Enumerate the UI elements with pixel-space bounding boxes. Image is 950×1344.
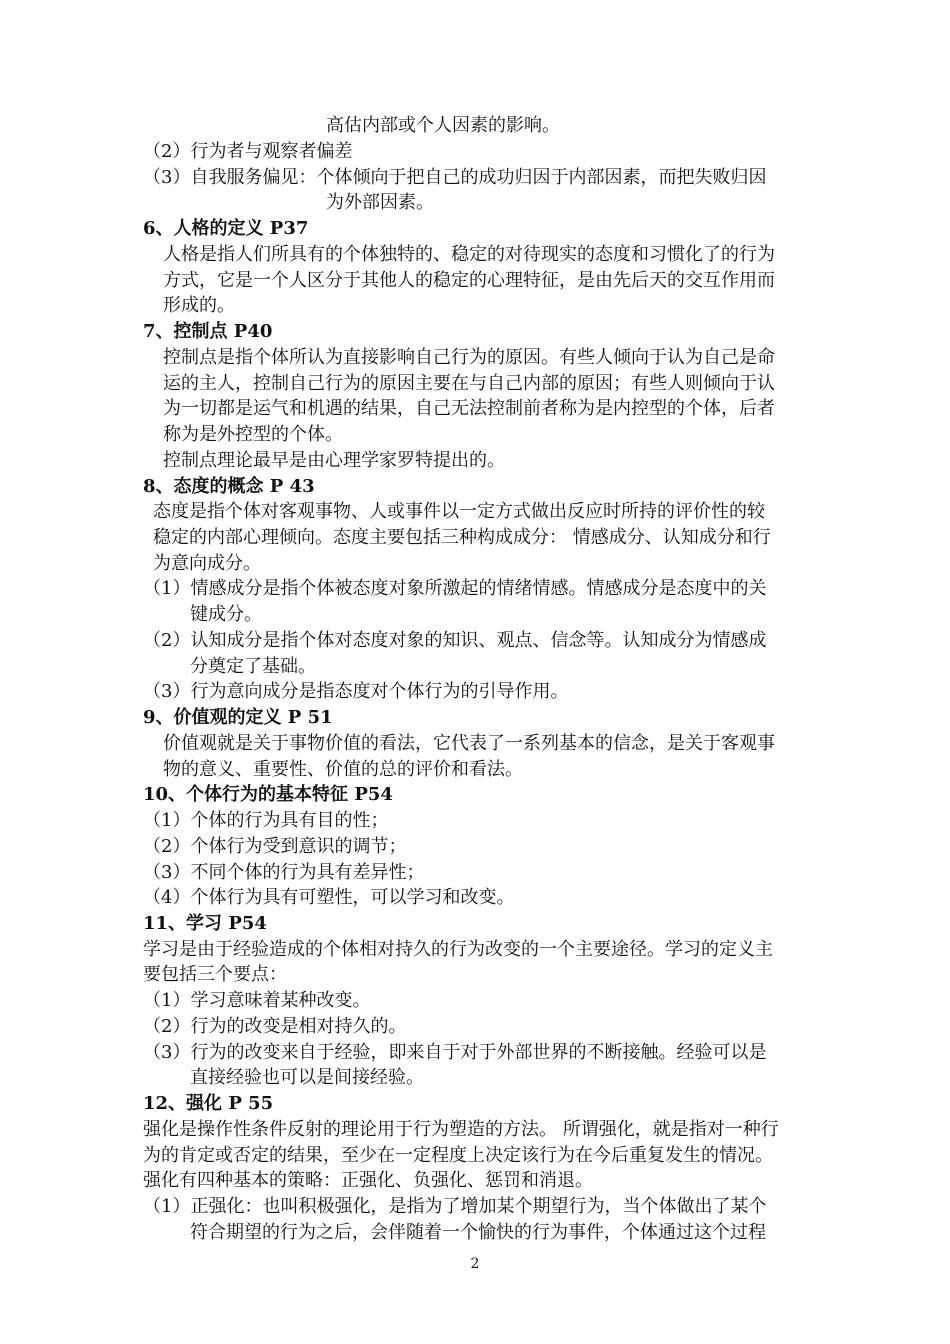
text-line: （4）个体行为具有可塑性，可以学习和改变。 (143, 887, 515, 908)
text-line: 控制点是指个体所认为直接影响自己行为的原因。有些人倾向于认为自己是命 (163, 347, 775, 368)
text-line: （1）情感成分是指个体被态度对象所激起的情绪情感。情感成分是态度中的关 (143, 578, 767, 599)
text-line: （3）行为的改变来自于经验，即来自于对于外部世界的不断接触。经验可以是 (143, 1042, 767, 1063)
text-line: 学习是由于经验造成的个体相对持久的行为改变的一个主要途径。学习的定义主 (143, 939, 773, 960)
text-line: 运的主人，控制自己行为的原因主要在与自己内部的原因；有些人则倾向于认 (163, 373, 775, 394)
text-line: （3）行为意向成分是指态度对个体行为的引导作用。 (143, 681, 569, 702)
text-line: （3）不同个体的行为具有差异性； (143, 862, 425, 883)
text-line: （1）个体的行为具有目的性； (143, 810, 389, 831)
text-line: 为外部因素。 (326, 192, 434, 213)
text-line: 人格是指人们所具有的个体独特的、稳定的对待现实的态度和习惯化了的行为 (163, 244, 775, 265)
text-line: （3）自我服务偏见：个体倾向于把自己的成功归因于内部因素，而把失败归因 (143, 167, 767, 188)
text-line: 强化有四种基本的策略：正强化、负强化、惩罚和消退。 (143, 1170, 593, 1191)
text-line: （1）正强化：也叫积极强化，是指为了增加某个期望行为，当个体做出了某个 (143, 1196, 767, 1217)
text-line: 物的意义、重要性、价值的总的评价和看法。 (163, 759, 523, 780)
text-line: （2）认知成分是指个体对态度对象的知识、观点、信念等。认知成分为情感成 (143, 630, 767, 651)
text-line: 为意向成分。 (153, 553, 261, 574)
section-heading: 8、态度的概念 P 43 (143, 476, 315, 497)
text-line: 高估内部或个人因素的影响。 (326, 115, 560, 136)
text-line: 直接经验也可以是间接经验。 (190, 1067, 424, 1088)
section-heading: 7、控制点 P40 (143, 321, 273, 342)
text-line: 形成的。 (163, 295, 235, 316)
text-line: 为一切都是运气和机遇的结果，自己无法控制前者称为是内控型的个体，后者 (163, 398, 775, 419)
page-number: 2 (470, 1256, 480, 1272)
text-line: 符合期望的行为之后，会伴随着一个愉快的行为事件，个体通过这个过程 (190, 1222, 766, 1243)
text-line: 方式，它是一个人区分于其他人的稳定的心理特征，是由先后天的交互作用而 (163, 270, 775, 291)
text-line: 强化是操作性条件反射的理论用于行为塑造的方法。 所谓强化，就是指对一种行 (143, 1119, 779, 1140)
text-line: 稳定的内部心理倾向。态度主要包括三种构成成分： 情感成分、认知成分和行 (153, 527, 771, 548)
text-line: （2）个体行为受到意识的调节； (143, 836, 407, 857)
text-line: （2）行为的改变是相对持久的。 (143, 1016, 407, 1037)
section-heading: 6、人格的定义 P37 (143, 218, 309, 239)
text-line: 要包括三个要点： (143, 964, 287, 985)
section-heading: 10、个体行为的基本特征 P54 (143, 784, 393, 805)
text-line: 为的肯定或否定的结果，至少在一定程度上决定该行为在今后重复发生的情况。 (143, 1145, 773, 1166)
text-line: 态度是指个体对客观事物、人或事件以一定方式做出反应时所持的评价性的较 (153, 501, 765, 522)
text-line: （2）行为者与观察者偏差 (143, 141, 353, 162)
section-heading: 11、学习 P54 (143, 913, 267, 934)
text-line: 价值观就是关于事物价值的看法，它代表了一系列基本的信念，是关于客观事 (163, 733, 775, 754)
text-line: （1）学习意味着某种改变。 (143, 990, 371, 1011)
section-heading: 12、强化 P 55 (143, 1093, 274, 1114)
text-line: 键成分。 (190, 604, 262, 625)
text-line: 分奠定了基础。 (190, 656, 316, 677)
text-line: 称为是外控型的个体。 (163, 424, 343, 445)
text-line: 控制点理论最早是由心理学家罗特提出的。 (163, 450, 505, 471)
section-heading: 9、价值观的定义 P 51 (143, 707, 333, 728)
